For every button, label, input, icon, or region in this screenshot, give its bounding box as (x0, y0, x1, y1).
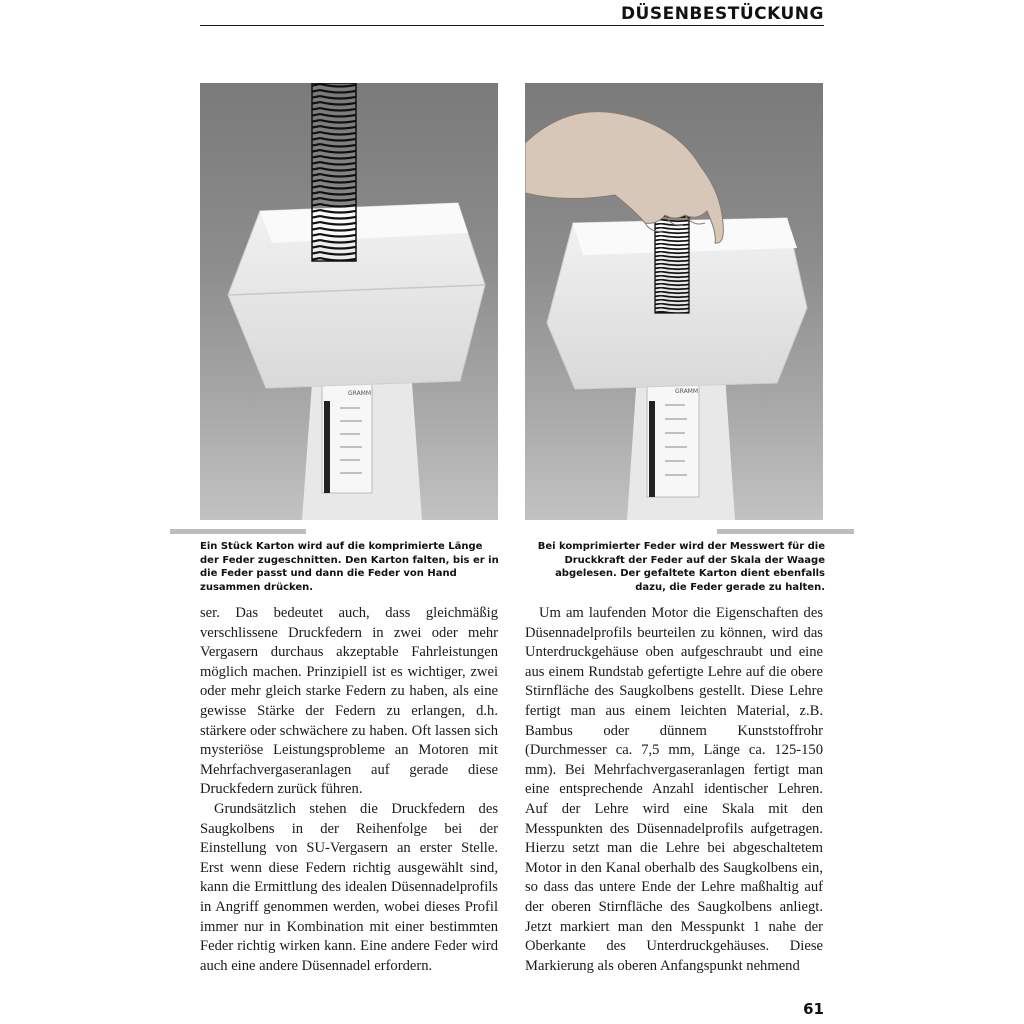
figure-caption-right: Bei komprimierter Feder wird der Messwert für die Druckkraft der Feder auf der Skala der Waage abgelesen. Der gefaltete Karton dient ebenfalls dazu, die Feder gerade zu halten. (537, 541, 825, 593)
photo-hand-compressing-spring (525, 83, 823, 520)
page-number: 61 (803, 1000, 824, 1018)
paragraph: Um am laufenden Motor die Eigenschaften des Düsennadelprofils beurteilen zu können, wird das Unterdruckgehäuse oben aufgeschraubt und eine aus einem Rundstab gefertigte Lehre auf die obere Stirnfläche des Saugkolbens gestellt. Diese Lehre fertigt man aus einem leichten Material, z.B. Bambus oder dünnem Kunststoffrohr (Durchmesser ca. 7,5 mm, Länge ca. 125-150 mm). Bei Mehrfachvergaseranlagen fertigt man eine entsprechende Anzahl identischer Lehren. Auf der Lehre wird eine Skala mit den Messpunkten des Düsennadelprofils aufgetragen. Hierzu setzt man die Lehre bei abgeschaltetem Motor in den Kanal oberhalb des Saugkolbens ein, so dass das untere Ende der Lehre maßhaltig auf der oberen Stirnfläche des Saugkolbens anliegt. Jetzt markiert man den Messpunkt 1 nahe der Oberkante des Unterdruckgehäuses. Diese Markierung als oberen Anfangspunkt nehmend (525, 605, 823, 974)
scale-dial-label: GRAMM (348, 390, 372, 397)
body-column-left (200, 604, 498, 976)
header-rule (200, 25, 824, 26)
paragraph: Grundsätzlich stehen die Druckfedern des Saugkolbens in der Reihenfolge bei der Einstellung von SU-Vergasern an erster Stelle. Erst wenn diese Federn richtig ausgewählt sind, kann die Ermittlung des idealen Düsennadelprofils in Angriff genommen werden, wobei dieses Profil immer nur in Kombination mit einer bestimmten Feder richtig wirken kann. Eine andere Feder wird auch eine andere Düsennadel erfordern. (200, 800, 498, 974)
caption-accent-bar-left (170, 529, 306, 534)
figure-caption-left: Ein Stück Karton wird auf die komprimierte Länge der Feder zugeschnitten. Den Karton falten, bis er in die Feder passt und dann die Feder von Hand zusammen drücken. (200, 541, 499, 593)
running-header: DÜSENBESTÜCKUNG (620, 4, 824, 24)
photo-spring-on-scale (200, 83, 498, 520)
body-column-right (525, 604, 823, 976)
scale-dial-label: GRAMM (675, 388, 699, 395)
caption-accent-bar-right (717, 529, 854, 534)
paragraph: ser. Das bedeutet auch, dass gleichmäßig verschlissene Druckfedern in zwei oder mehr Vergasern durchaus akzeptable Fahrleistungen möglich machen. Prinzipiell ist es wichtiger, zwei oder mehr gleich starke Federn zu haben, als eine gewisse Stärke der Federn zu erlangen, d.h. stärkere oder schwächere zu haben. Oft lassen sich mysteriöse Leistungsprobleme an Motoren mit Mehrfachvergaseranlagen auf gerade diese Druckfedern zurück führen. (200, 605, 498, 798)
